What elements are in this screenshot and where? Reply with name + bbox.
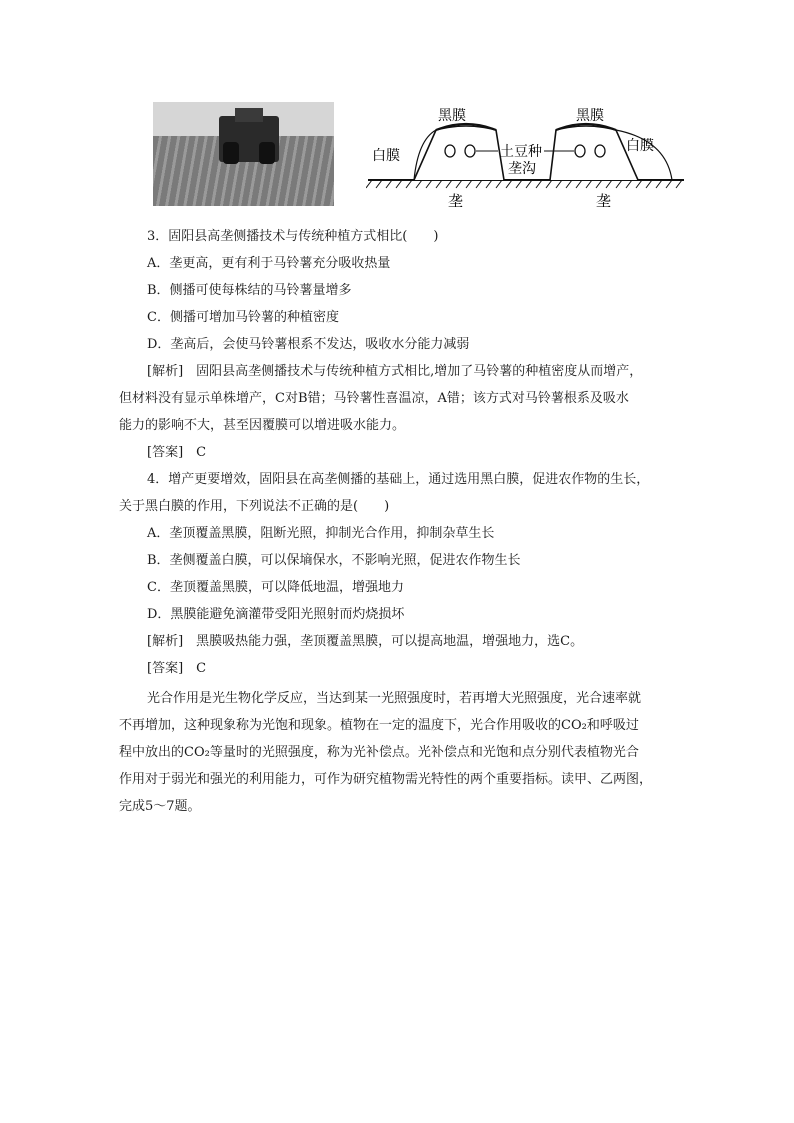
ridge-film-diagram xyxy=(366,100,686,212)
q4-option-b: B．垄侧覆盖白膜，可以保墒保水，不影响光照，促进农作物生长 xyxy=(147,553,521,568)
label-ridge-right: 垄 xyxy=(596,192,612,210)
q4-option-c: C．垄顶覆盖黑膜，可以降低地温，增强地力 xyxy=(147,580,404,595)
passage-line-4: 作用对于弱光和强光的利用能力，可作为研究植物需光特性的两个重要指标。读甲、乙两图， xyxy=(119,772,653,787)
q3-option-c: C．侧播可增加马铃薯的种植密度 xyxy=(147,310,339,325)
ridge-left-shape xyxy=(414,126,504,180)
q4-option-a: A．垄顶覆盖黑膜，阻断光照，抑制光合作用，抑制杂草生长 xyxy=(147,526,495,541)
q3-option-a: A．垄更高，更有利于马铃薯充分吸收热量 xyxy=(147,256,391,271)
passage-line-5: 完成5～7题。 xyxy=(119,799,201,814)
label-ridge-ditch: 垄沟 xyxy=(508,161,536,177)
q3-stem: 3．固阳县高垄侧播技术与传统种植方式相比( ) xyxy=(147,229,439,244)
potato-seed-2 xyxy=(465,145,475,157)
q4-option-d: D．黑膜能避免滴灌带受阳光照射而灼烧损坏 xyxy=(147,607,405,622)
q3-option-b: B．侧播可使每株结的马铃薯量增多 xyxy=(147,283,352,298)
tractor-field-photo xyxy=(153,102,334,206)
q3-analysis-line-3: 能力的影响不大，甚至因覆膜可以增进吸水能力。 xyxy=(119,418,406,433)
ground-hatch xyxy=(366,180,682,188)
photo-wheel-right xyxy=(259,142,275,164)
q3-analysis-line-1: [解析] 固阳县高垄侧播技术与传统种植方式相比,增加了马铃薯的种植密度从而增产， xyxy=(147,364,643,379)
label-black-film-right: 黑膜 xyxy=(576,108,604,124)
q4-answer: [答案] C xyxy=(147,661,207,676)
passage-line-1: 光合作用是光生物化学反应，当达到某一光照强度时，若再增大光照强度，光合速率就 xyxy=(147,691,642,706)
label-white-film-right: 白膜 xyxy=(626,138,654,154)
label-potato-seed: 土豆种 xyxy=(500,144,542,160)
q3-option-d: D．垄高后，会使马铃薯根系不发达，吸收水分能力减弱 xyxy=(147,337,470,352)
passage-line-3: 程中放出的CO₂等量时的光照强度，称为光补偿点。光补偿点和光饱和点分别代表植物光合 xyxy=(119,745,639,760)
potato-seed-1 xyxy=(445,145,455,157)
ridge-right-shape xyxy=(550,126,638,180)
q4-analysis: [解析] 黑膜吸热能力强，垄顶覆盖黑膜，可以提高地温，增强地力，选C。 xyxy=(147,634,584,649)
potato-seed-4 xyxy=(595,145,605,157)
label-white-film-left: 白膜 xyxy=(372,148,400,164)
photo-tractor-cab xyxy=(235,108,263,122)
q3-analysis-line-2: 但材料没有显示单株增产，C对B错；马铃薯性喜温凉，A错；该方式对马铃薯根系及吸水 xyxy=(119,391,629,406)
q4-stem-line-1: 4．增产更要增效，固阳县在高垄侧播的基础上，通过选用黑白膜，促进农作物的生长， xyxy=(147,472,650,487)
passage-line-2: 不再增加，这种现象称为光饱和现象。植物在一定的温度下，光合作用吸收的CO₂和呼吸过 xyxy=(119,718,639,733)
photo-wheel-left xyxy=(223,142,239,164)
q4-stem-line-2: 关于黑白膜的作用，下列说法不正确的是( ) xyxy=(119,499,390,514)
label-ridge-left: 垄 xyxy=(448,192,464,210)
label-black-film-left: 黑膜 xyxy=(438,108,466,124)
q3-answer: [答案] C xyxy=(147,445,207,460)
potato-seed-3 xyxy=(575,145,585,157)
